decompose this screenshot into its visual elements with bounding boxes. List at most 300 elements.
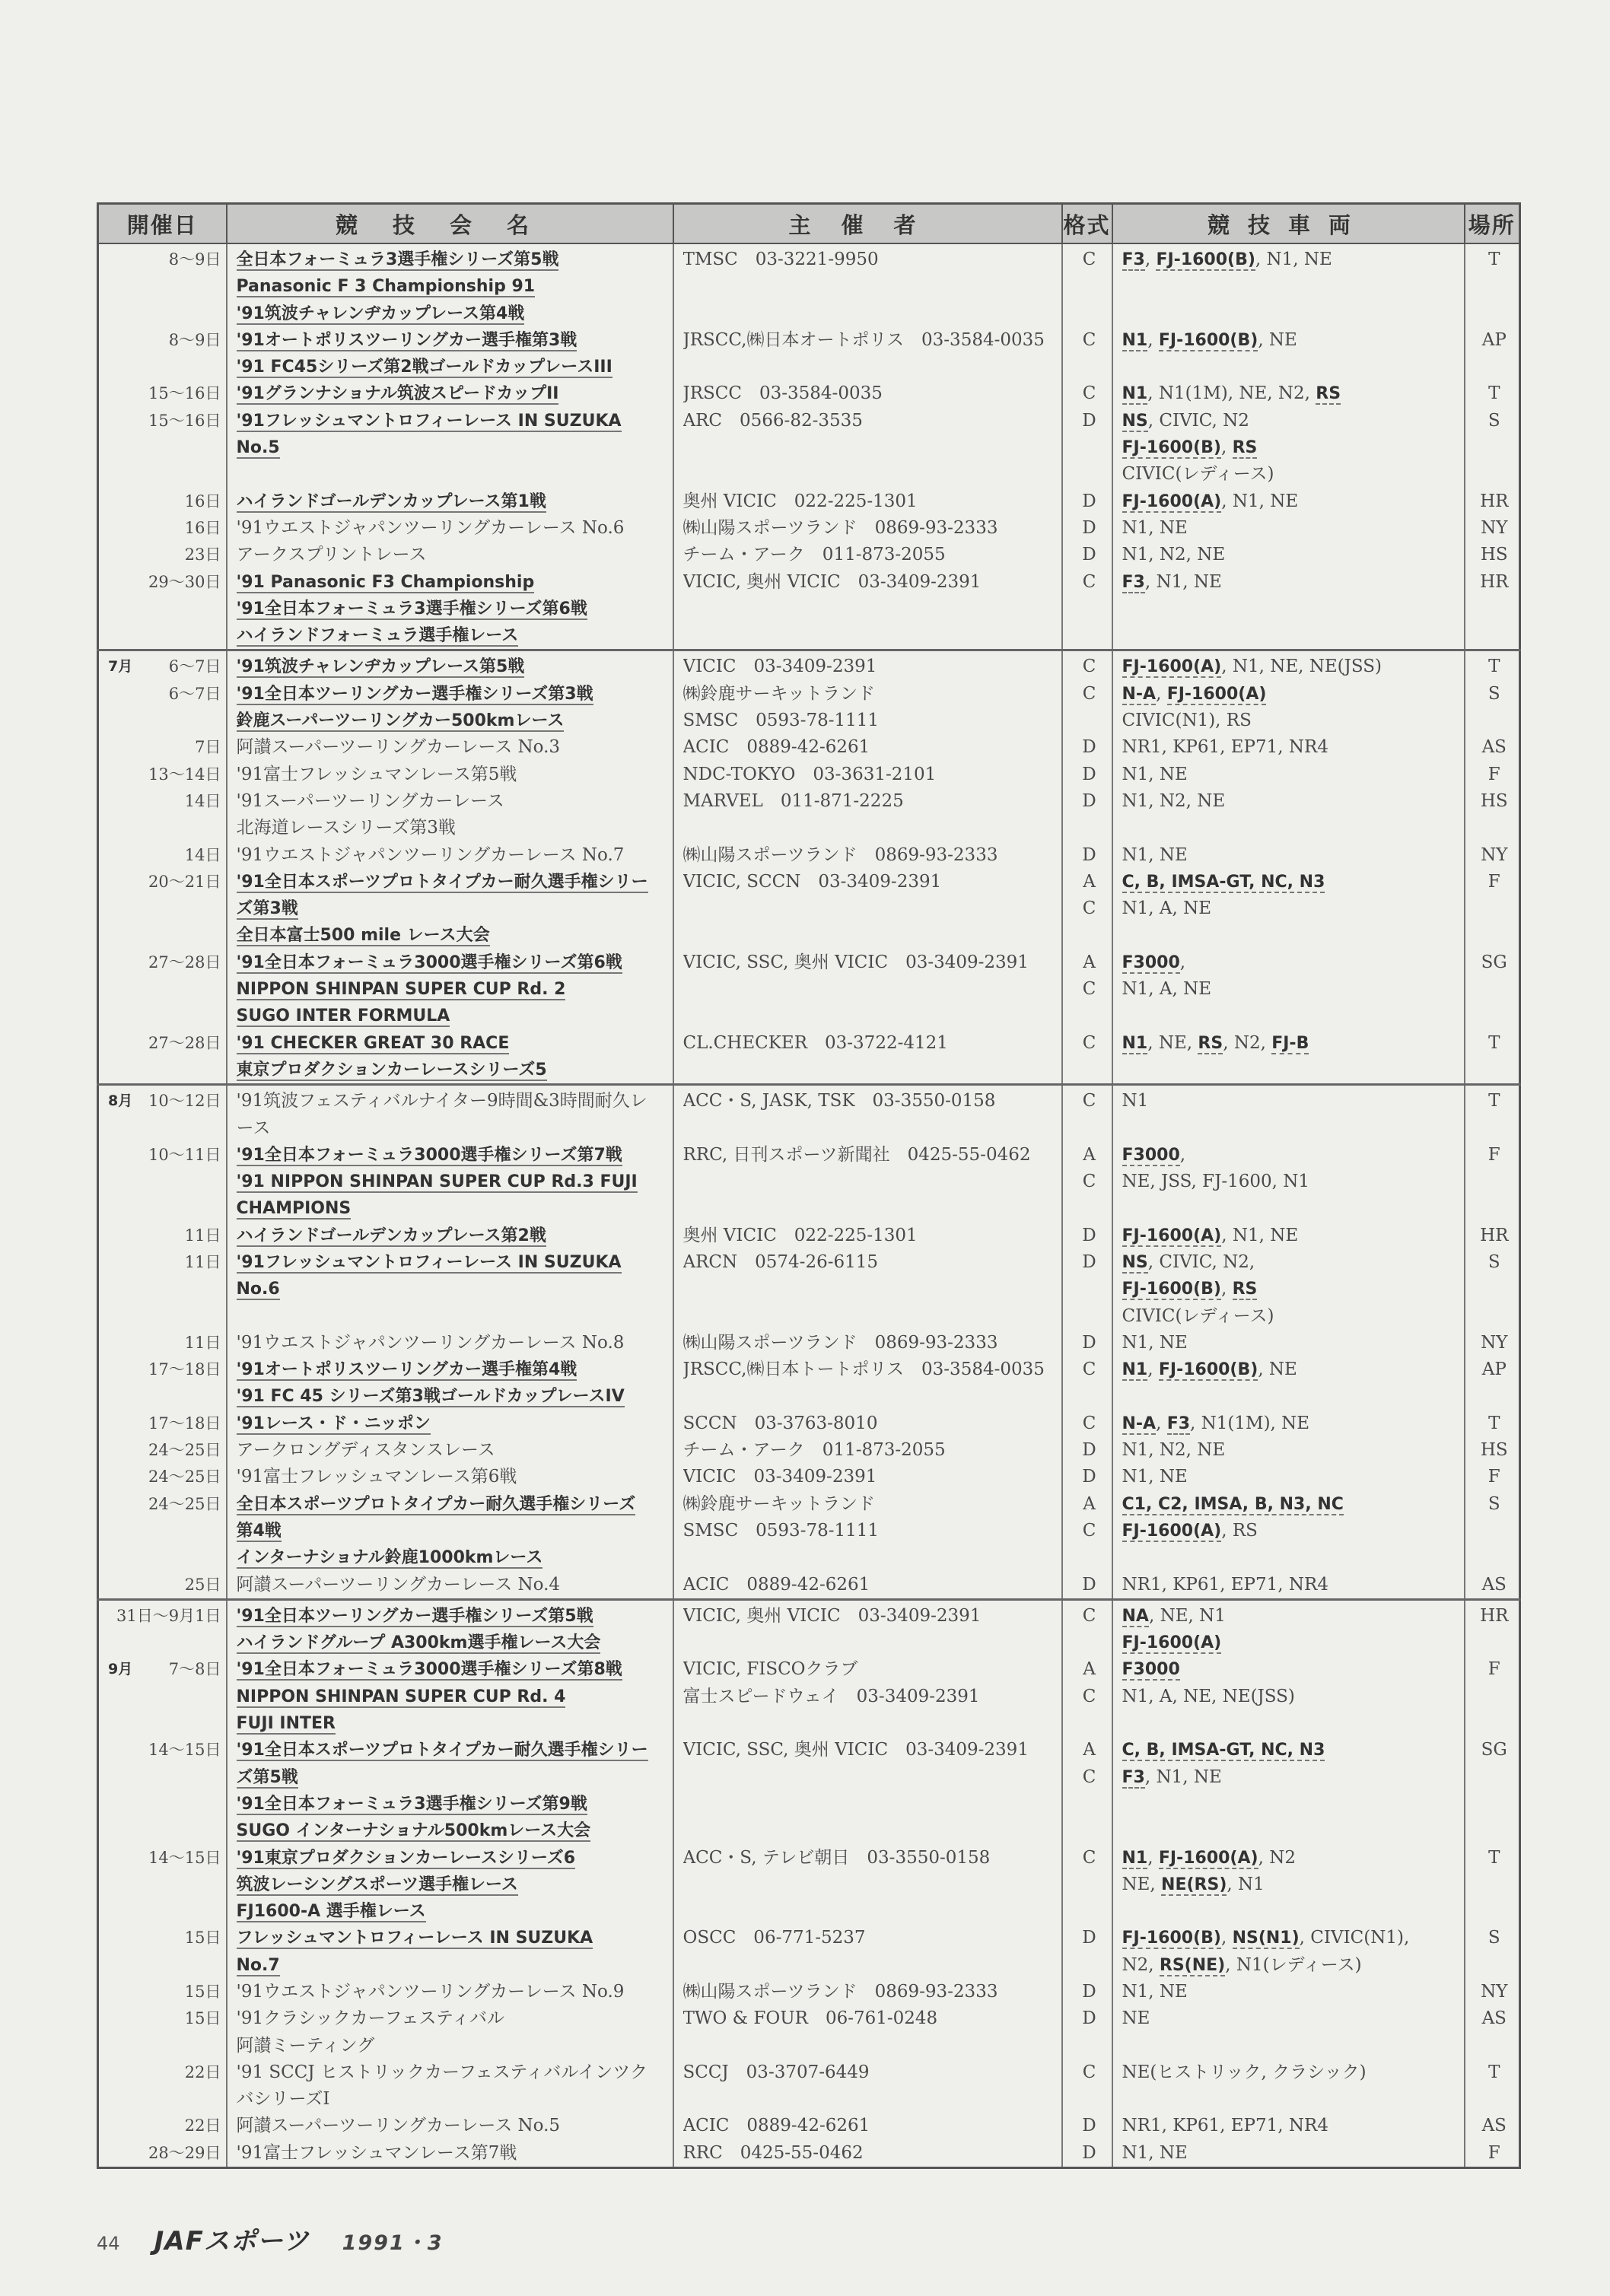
venue-code: HR: [1480, 1605, 1509, 1626]
format-grade: C: [1082, 329, 1096, 350]
event-name: ハイランドグループ A300km選手権レース大会: [236, 1633, 601, 1653]
vehicle-class-marked: FJ-1600(A): [1122, 657, 1222, 677]
organizer-line: ACIC 0889-42-6261: [682, 737, 870, 758]
format-grade: [1072, 434, 1107, 461]
venue-code: S: [1488, 1493, 1500, 1514]
event-name: '91筑波フェスティバルナイター9時間&3時間耐久レ: [236, 1091, 648, 1111]
vehicle-class: , N1(1M), NE, N2,: [1147, 383, 1316, 404]
cell-line: [237, 515, 668, 542]
organizer-line: [683, 273, 1057, 300]
cell-line: [237, 1710, 668, 1737]
event-name: 第4戦: [236, 1521, 282, 1541]
vehicle-classes-line: [1122, 596, 1459, 622]
cell-line: [108, 246, 221, 273]
vehicle-class: ,: [1220, 1928, 1233, 1948]
vehicle-classes-line: [1122, 1195, 1459, 1222]
vehicle-classes-line: [1122, 488, 1459, 515]
cell-line: [108, 2086, 221, 2113]
organizer-line: VICIC, FISCOクラブ: [682, 1659, 858, 1680]
cell-line: [108, 1030, 221, 1057]
cell-line: [108, 1898, 221, 1925]
month-label: 8月: [108, 1092, 133, 1110]
cell-line: [108, 1410, 221, 1437]
venue-code: [1475, 895, 1515, 922]
venue-cell: [1465, 243, 1520, 650]
vehicle-class-marked: RS: [1198, 1033, 1223, 1053]
vehicle-class: ,: [1220, 1279, 1233, 1299]
venue-code: HS: [1480, 1440, 1508, 1461]
vehicle-class: , N1, NE: [1221, 1225, 1299, 1245]
vehicle-class: , N1, NE: [1255, 250, 1332, 269]
organizer-line: 奥州 VICIC 022-225-1301: [682, 491, 918, 511]
format-grade: D: [1082, 517, 1096, 538]
event-name-cell: [227, 1085, 673, 1600]
cell-line: [108, 1303, 221, 1330]
vehicle-class: NR1, KP61, EP71, NR4: [1122, 737, 1328, 758]
vehicle-class: , N1, NE: [1144, 571, 1222, 592]
event-name: '91 NIPPON SHINPAN SUPER CUP Rd.3 FUJI: [236, 1172, 638, 1192]
cell-line: [237, 815, 668, 841]
month-group: [98, 1085, 1520, 1600]
organizer-line: ㈱鈴鹿サーキットランド: [682, 683, 876, 704]
venue-code: HR: [1480, 571, 1509, 592]
venue-code: AS: [1481, 737, 1507, 758]
organizer-cell: [673, 243, 1062, 650]
event-date: 22日: [184, 2116, 221, 2135]
vehicle-class: NR1, KP61, EP71, NR4: [1122, 1574, 1328, 1595]
vehicle-classes-line: [1122, 1737, 1459, 1763]
vehicle-class: ,: [1144, 250, 1157, 269]
event-date: 6～7日: [168, 657, 221, 676]
cell-line: [108, 1195, 221, 1222]
vehicle-classes-line: [1122, 1845, 1459, 1871]
vehicle-class: NE: [1122, 2008, 1150, 2029]
organizer-line: [683, 1544, 1057, 1571]
venue-code: [1475, 1684, 1515, 1710]
cell-line: [108, 2005, 221, 2032]
vehicle-class: , N1, NE: [1221, 491, 1299, 511]
cell-line: [108, 2140, 221, 2167]
vehicle-classes-line: [1122, 2059, 1459, 2086]
vehicle-class: ,: [1147, 329, 1159, 350]
organizer-line: [683, 815, 1057, 841]
format-grade: C: [1082, 1686, 1096, 1706]
cell-line: [108, 596, 221, 622]
organizer-line: [683, 596, 1057, 622]
venue-code: NY: [1481, 1332, 1508, 1353]
event-name: 阿讃スーパーツーリングカーレース No.3: [236, 737, 561, 758]
vehicle-class-marked: FJ-1600(A): [1166, 684, 1267, 704]
cell-line: [237, 1952, 668, 1979]
cell-line: [237, 2140, 668, 2167]
cell-line: [237, 1330, 668, 1356]
venue-code: [1475, 815, 1515, 841]
format-grade: [1072, 1057, 1107, 1083]
format-grade: C: [1082, 383, 1096, 404]
venue-code: T: [1488, 1091, 1500, 1111]
format-grade: D: [1082, 2142, 1096, 2163]
organizer-line: JRSCC,㈱日本トートポリス 03-3584-0035: [682, 1359, 1045, 1380]
vehicle-class-marked: NS: [1122, 411, 1148, 431]
header-organizer: 主催者: [673, 204, 1062, 244]
cell-line: [237, 1491, 668, 1518]
vehicle-class: , CIVIC, N2: [1147, 410, 1249, 431]
vehicle-classes-line: [1122, 2086, 1459, 2113]
format-grade: D: [1082, 1440, 1096, 1461]
cell-line: [237, 1223, 668, 1249]
event-name: '91スーパーツーリングカーレース: [236, 790, 504, 811]
event-date: 24～25日: [148, 1494, 221, 1513]
vehicle-class: NE(ヒストリック, クラシック): [1122, 2062, 1367, 2082]
vehicle-class-marked: N1: [1122, 1033, 1148, 1053]
event-date: 16日: [184, 518, 221, 537]
organizer-line: ㈱山陽スポーツランド 0869-93-2333: [682, 1982, 998, 2002]
page-footer: [97, 2226, 444, 2256]
cell-line: [108, 1952, 221, 1979]
event-date: 7日: [195, 738, 221, 757]
cell-line: [237, 1169, 668, 1195]
cell-line: [237, 1115, 668, 1142]
vehicle-classes-line: [1122, 1871, 1459, 1898]
cell-line: [237, 1003, 668, 1029]
event-name: アークスプリントレース: [236, 545, 427, 565]
header-date: 開催日: [98, 204, 227, 244]
vehicle-class: N1, NE: [1122, 517, 1188, 538]
event-name: ズ第5戦: [236, 1767, 298, 1787]
venue-code: [1475, 1710, 1515, 1737]
vehicle-classes-line: [1122, 542, 1459, 568]
cell-line: [237, 2059, 668, 2086]
table-row: [98, 650, 1520, 1085]
cell-line: [237, 1979, 668, 2005]
vehicle-class: , NE: [1258, 329, 1297, 350]
venue-code: AS: [1481, 1574, 1507, 1595]
event-date: 11日: [184, 1333, 221, 1352]
cell-line: [108, 1491, 221, 1518]
venue-code: AS: [1481, 2116, 1507, 2136]
vehicle-class-marked: FJ-1600(A): [1122, 1226, 1222, 1245]
vehicle-class: N1, A, NE, NE(JSS): [1122, 1686, 1295, 1706]
table-row: [98, 1599, 1520, 2167]
event-name: No.6: [236, 1280, 280, 1299]
format-grade: C: [1082, 1172, 1096, 1192]
format-grade: C: [1082, 250, 1096, 269]
venue-code: [1475, 1276, 1515, 1302]
vehicle-classes-line: [1122, 1925, 1459, 1951]
vehicle-classes-line: [1122, 1003, 1459, 1029]
vehicle-classes-line: [1122, 734, 1459, 761]
organizer-line: [683, 1383, 1057, 1410]
organizer-line: MARVEL 011-871-2225: [682, 790, 904, 811]
organizer-line: [683, 1276, 1057, 1302]
venue-code: [1475, 1871, 1515, 1898]
cell-line: [237, 1737, 668, 1763]
cell-line: [237, 1603, 668, 1630]
event-name: '91全日本ツーリングカー選手権シリーズ第3戦: [236, 684, 593, 704]
vehicle-classes-line: [1122, 1142, 1459, 1169]
organizer-line: [683, 1195, 1057, 1222]
venue-code: HR: [1480, 491, 1509, 511]
cell-line: [108, 1249, 221, 1276]
event-name: '91 FC 45 シリーズ第3戦ゴールドカップレースIV: [236, 1387, 625, 1407]
venue-code: T: [1488, 1847, 1500, 1868]
event-name: '91 FC45シリーズ第2戦ゴールドカップレースIII: [236, 358, 612, 377]
format-grade: [1072, 1898, 1107, 1925]
cell-line: [108, 461, 221, 488]
format-grade: [1072, 708, 1107, 734]
cell-line: [108, 1518, 221, 1544]
organizer-line: [683, 1169, 1057, 1195]
venue-code: SG: [1481, 952, 1507, 972]
vehicle-class: N1, NE: [1122, 1467, 1188, 1487]
vehicle-class: NR1, KP61, EP71, NR4: [1122, 2116, 1328, 2136]
venue-code: [1475, 273, 1515, 300]
format-grade: D: [1082, 1574, 1096, 1595]
vehicle-class: , NE,: [1147, 1032, 1198, 1053]
cell-line: [108, 788, 221, 815]
event-name: '91富士フレッシュマンレース第6戦: [236, 1467, 517, 1487]
vehicle-class-marked: FJ-1600(B): [1158, 1360, 1258, 1380]
organizer-line: [683, 1791, 1057, 1817]
vehicle-classes-line: [1122, 922, 1459, 949]
event-name-cell: [227, 1599, 673, 2167]
format-grade: [1072, 1115, 1107, 1142]
format-grade: [1072, 922, 1107, 949]
venue-code: [1475, 976, 1515, 1003]
format-grade: D: [1082, 1467, 1096, 1487]
vehicle-class: N1, A, NE: [1122, 898, 1212, 919]
event-date: 16日: [184, 491, 221, 510]
event-date: 11日: [184, 1226, 221, 1245]
vehicle-class-marked: N-A: [1122, 684, 1157, 704]
vehicle-classes-line: [1122, 1057, 1459, 1083]
organizer-line: [683, 461, 1057, 488]
vehicle-classes-line: [1122, 762, 1459, 788]
cell-line: [108, 922, 221, 949]
vehicle-classes-line: [1122, 869, 1459, 895]
event-date: 15～16日: [148, 411, 221, 430]
vehicle-classes-cell: [1112, 1085, 1465, 1600]
vehicle-class: ,: [1220, 437, 1233, 458]
event-name: '91ウエストジャパンツーリングカーレース No.9: [236, 1982, 625, 2002]
vehicle-classes-line: [1122, 1088, 1459, 1115]
vehicle-classes-line: [1122, 273, 1459, 300]
vehicle-class-marked: F3: [1122, 1767, 1145, 1787]
event-name: 北海道レースシリーズ第3戦: [236, 818, 456, 838]
event-name: FUJI INTER: [236, 1714, 336, 1734]
cell-line: [108, 762, 221, 788]
format-grade: C: [1082, 1520, 1096, 1541]
cell-line: [108, 1276, 221, 1302]
vehicle-class: CIVIC(レディース): [1122, 1305, 1274, 1326]
event-name: バシリーズI: [236, 2089, 330, 2110]
format-grade: [1072, 1383, 1107, 1410]
venue-code: F: [1488, 1144, 1500, 1165]
event-name: '91富士フレッシュマンレース第5戦: [236, 764, 517, 784]
format-grade: C: [1082, 1091, 1096, 1111]
cell-line: [237, 976, 668, 1003]
event-name: '91オートポリスツーリングカー選手権第3戦: [236, 330, 578, 350]
organizer-line: JRSCC 03-3584-0035: [682, 383, 883, 404]
cell-line: [108, 1656, 221, 1683]
event-date: 14～15日: [148, 1741, 221, 1760]
venue-code: T: [1488, 383, 1500, 404]
vehicle-class-marked: NE(RS): [1161, 1875, 1227, 1894]
organizer-line: VICIC, SCCN 03-3409-2391: [682, 871, 942, 892]
vehicle-class-marked: FJ-1600(A): [1122, 1633, 1222, 1653]
organizer-line: [683, 1871, 1057, 1898]
cell-line: [108, 1142, 221, 1169]
vehicle-class: , N1(1M), NE: [1190, 1413, 1310, 1433]
format-grade: C: [1082, 1605, 1096, 1626]
format-grade: [1072, 354, 1107, 380]
vehicle-class: N2,: [1122, 1954, 1160, 1975]
month-label: 7月: [108, 658, 133, 676]
vehicle-classes-line: [1122, 1383, 1459, 1410]
venue-code: [1475, 1169, 1515, 1195]
cell-line: [237, 1764, 668, 1791]
venue-code: [1475, 622, 1515, 649]
cell-line: [108, 895, 221, 922]
vehicle-class: , N2,: [1223, 1032, 1272, 1053]
vehicle-class-marked: FJ-1600(A): [1122, 1521, 1222, 1541]
vehicle-class: , NE, N1: [1148, 1605, 1226, 1626]
venue-code: [1475, 301, 1515, 327]
cell-line: [237, 788, 668, 815]
cell-line: [108, 354, 221, 380]
event-date: 15日: [184, 2009, 221, 2028]
event-name: '91東京プロダクションカーレースシリーズ6: [236, 1848, 576, 1868]
cell-line: [237, 246, 668, 273]
vehicle-class-marked: FJ-1600(B): [1158, 330, 1258, 350]
event-name: '91全日本フォーミュラ3000選手権シリーズ第8戦: [236, 1660, 622, 1680]
format-grade: C: [1082, 657, 1096, 677]
vehicle-class: N1, NE: [1122, 764, 1188, 784]
cell-line: [237, 842, 668, 869]
venue-code: S: [1488, 1251, 1500, 1272]
event-date: 28～29日: [148, 2143, 221, 2162]
vehicle-classes-cell: [1112, 1599, 1465, 2167]
event-date: 27～28日: [148, 952, 221, 972]
vehicle-class-marked: FJ-1600(B): [1122, 438, 1221, 458]
vehicle-class-marked: FJ-1600(B): [1122, 1280, 1221, 1299]
event-date: 25日: [184, 1575, 221, 1594]
organizer-line: [683, 1898, 1057, 1925]
organizer-line: [683, 1303, 1057, 1330]
organizer-line: SCCN 03-3763-8010: [682, 1413, 878, 1433]
venue-code: HS: [1480, 790, 1508, 811]
vehicle-class-marked: N-A: [1122, 1414, 1157, 1433]
event-name: '91全日本フォーミュラ3選手権シリーズ第9戦: [236, 1794, 587, 1814]
event-date: 11日: [184, 1252, 221, 1271]
event-date: 6～7日: [168, 684, 221, 703]
vehicle-class: NE, JSS, FJ-1600, N1: [1122, 1172, 1310, 1192]
vehicle-classes-line: [1122, 1630, 1459, 1656]
venue-code: [1475, 1817, 1515, 1844]
format-grade: [1072, 1791, 1107, 1817]
vehicle-class-marked: N1: [1122, 384, 1148, 404]
cell-line: [108, 1544, 221, 1571]
cell-line: [108, 327, 221, 354]
cell-line: [108, 681, 221, 708]
venue-cell: [1465, 1599, 1520, 2167]
organizer-line: VICIC 03-3409-2391: [682, 657, 877, 677]
format-grade: [1072, 1195, 1107, 1222]
event-name: 阿讃スーパーツーリングカーレース No.5: [236, 2116, 561, 2136]
vehicle-classes-line: [1122, 1223, 1459, 1249]
organizer-line: SMSC 0593-78-1111: [682, 1520, 880, 1541]
cell-line: [237, 542, 668, 568]
organizer-line: [683, 2086, 1057, 2113]
venue-cell: [1465, 650, 1520, 1085]
cell-line: [237, 1898, 668, 1925]
format-grade: D: [1082, 1982, 1096, 2002]
vehicle-classes-line: [1122, 1656, 1459, 1683]
event-date: 22日: [184, 2062, 221, 2081]
cell-line: [237, 1276, 668, 1302]
format-grade: [1072, 815, 1107, 841]
event-name: '91 CHECKER GREAT 30 RACE: [236, 1033, 510, 1053]
month-group: [98, 1599, 1520, 2167]
venue-code: [1475, 354, 1515, 380]
cell-line: [237, 596, 668, 622]
event-name: '91フレッシュマントロフィーレース IN SUZUKA: [236, 411, 622, 431]
venue-code: T: [1488, 2062, 1500, 2082]
vehicle-classes-line: [1122, 1544, 1459, 1571]
event-name: NIPPON SHINPAN SUPER CUP Rd. 4: [236, 1687, 566, 1706]
vehicle-class: , CIVIC, N2,: [1147, 1251, 1255, 1272]
cell-line: [237, 762, 668, 788]
vehicle-classes-line: [1122, 1684, 1459, 1710]
event-name: FJ1600-A 選手権レース: [236, 1902, 426, 1922]
vehicle-class-marked: F3: [1122, 250, 1145, 269]
organizer-line: ㈱山陽スポーツランド 0869-93-2333: [682, 844, 998, 865]
event-name: ース: [236, 1118, 271, 1138]
event-name: '91 SCCJ ヒストリックカーフェスティバルインツク: [236, 2062, 648, 2082]
venue-code: [1475, 596, 1515, 622]
vehicle-classes-line: [1122, 2113, 1459, 2139]
vehicle-class-marked: NS: [1122, 1252, 1148, 1272]
cell-line: [237, 1142, 668, 1169]
venue-code: NY: [1481, 1982, 1508, 2002]
format-grade: [1072, 1544, 1107, 1571]
cell-line: [237, 1572, 668, 1598]
vehicle-class: N1, N2, NE: [1122, 545, 1226, 565]
organizer-line: [683, 895, 1057, 922]
vehicle-class: ,: [1156, 683, 1167, 704]
cell-line: [108, 815, 221, 841]
vehicle-classes-line: [1122, 515, 1459, 542]
organizer-line: RRC 0425-55-0462: [682, 2142, 864, 2163]
event-date: 8～9日: [168, 250, 221, 269]
cell-line: [237, 869, 668, 895]
cell-line: [108, 1737, 221, 1763]
vehicle-classes-line: [1122, 2140, 1459, 2167]
venue-code: [1475, 1383, 1515, 1410]
vehicle-class-marked: FJ-B: [1271, 1033, 1309, 1053]
venue-code: T: [1488, 1413, 1500, 1433]
format-grade: C: [1082, 571, 1096, 592]
vehicle-classes-line: [1122, 1115, 1459, 1142]
vehicle-class-marked: RS: [1232, 1280, 1258, 1299]
vehicle-class-marked: C, B, IMSA-GT, NC, N3: [1122, 1741, 1325, 1760]
venue-code: S: [1488, 410, 1500, 431]
vehicle-classes-line: [1122, 354, 1459, 380]
organizer-line: [683, 1817, 1057, 1844]
format-grade: [1072, 1710, 1107, 1737]
cell-line: [108, 2113, 221, 2139]
format-grade: C: [1082, 1032, 1096, 1053]
